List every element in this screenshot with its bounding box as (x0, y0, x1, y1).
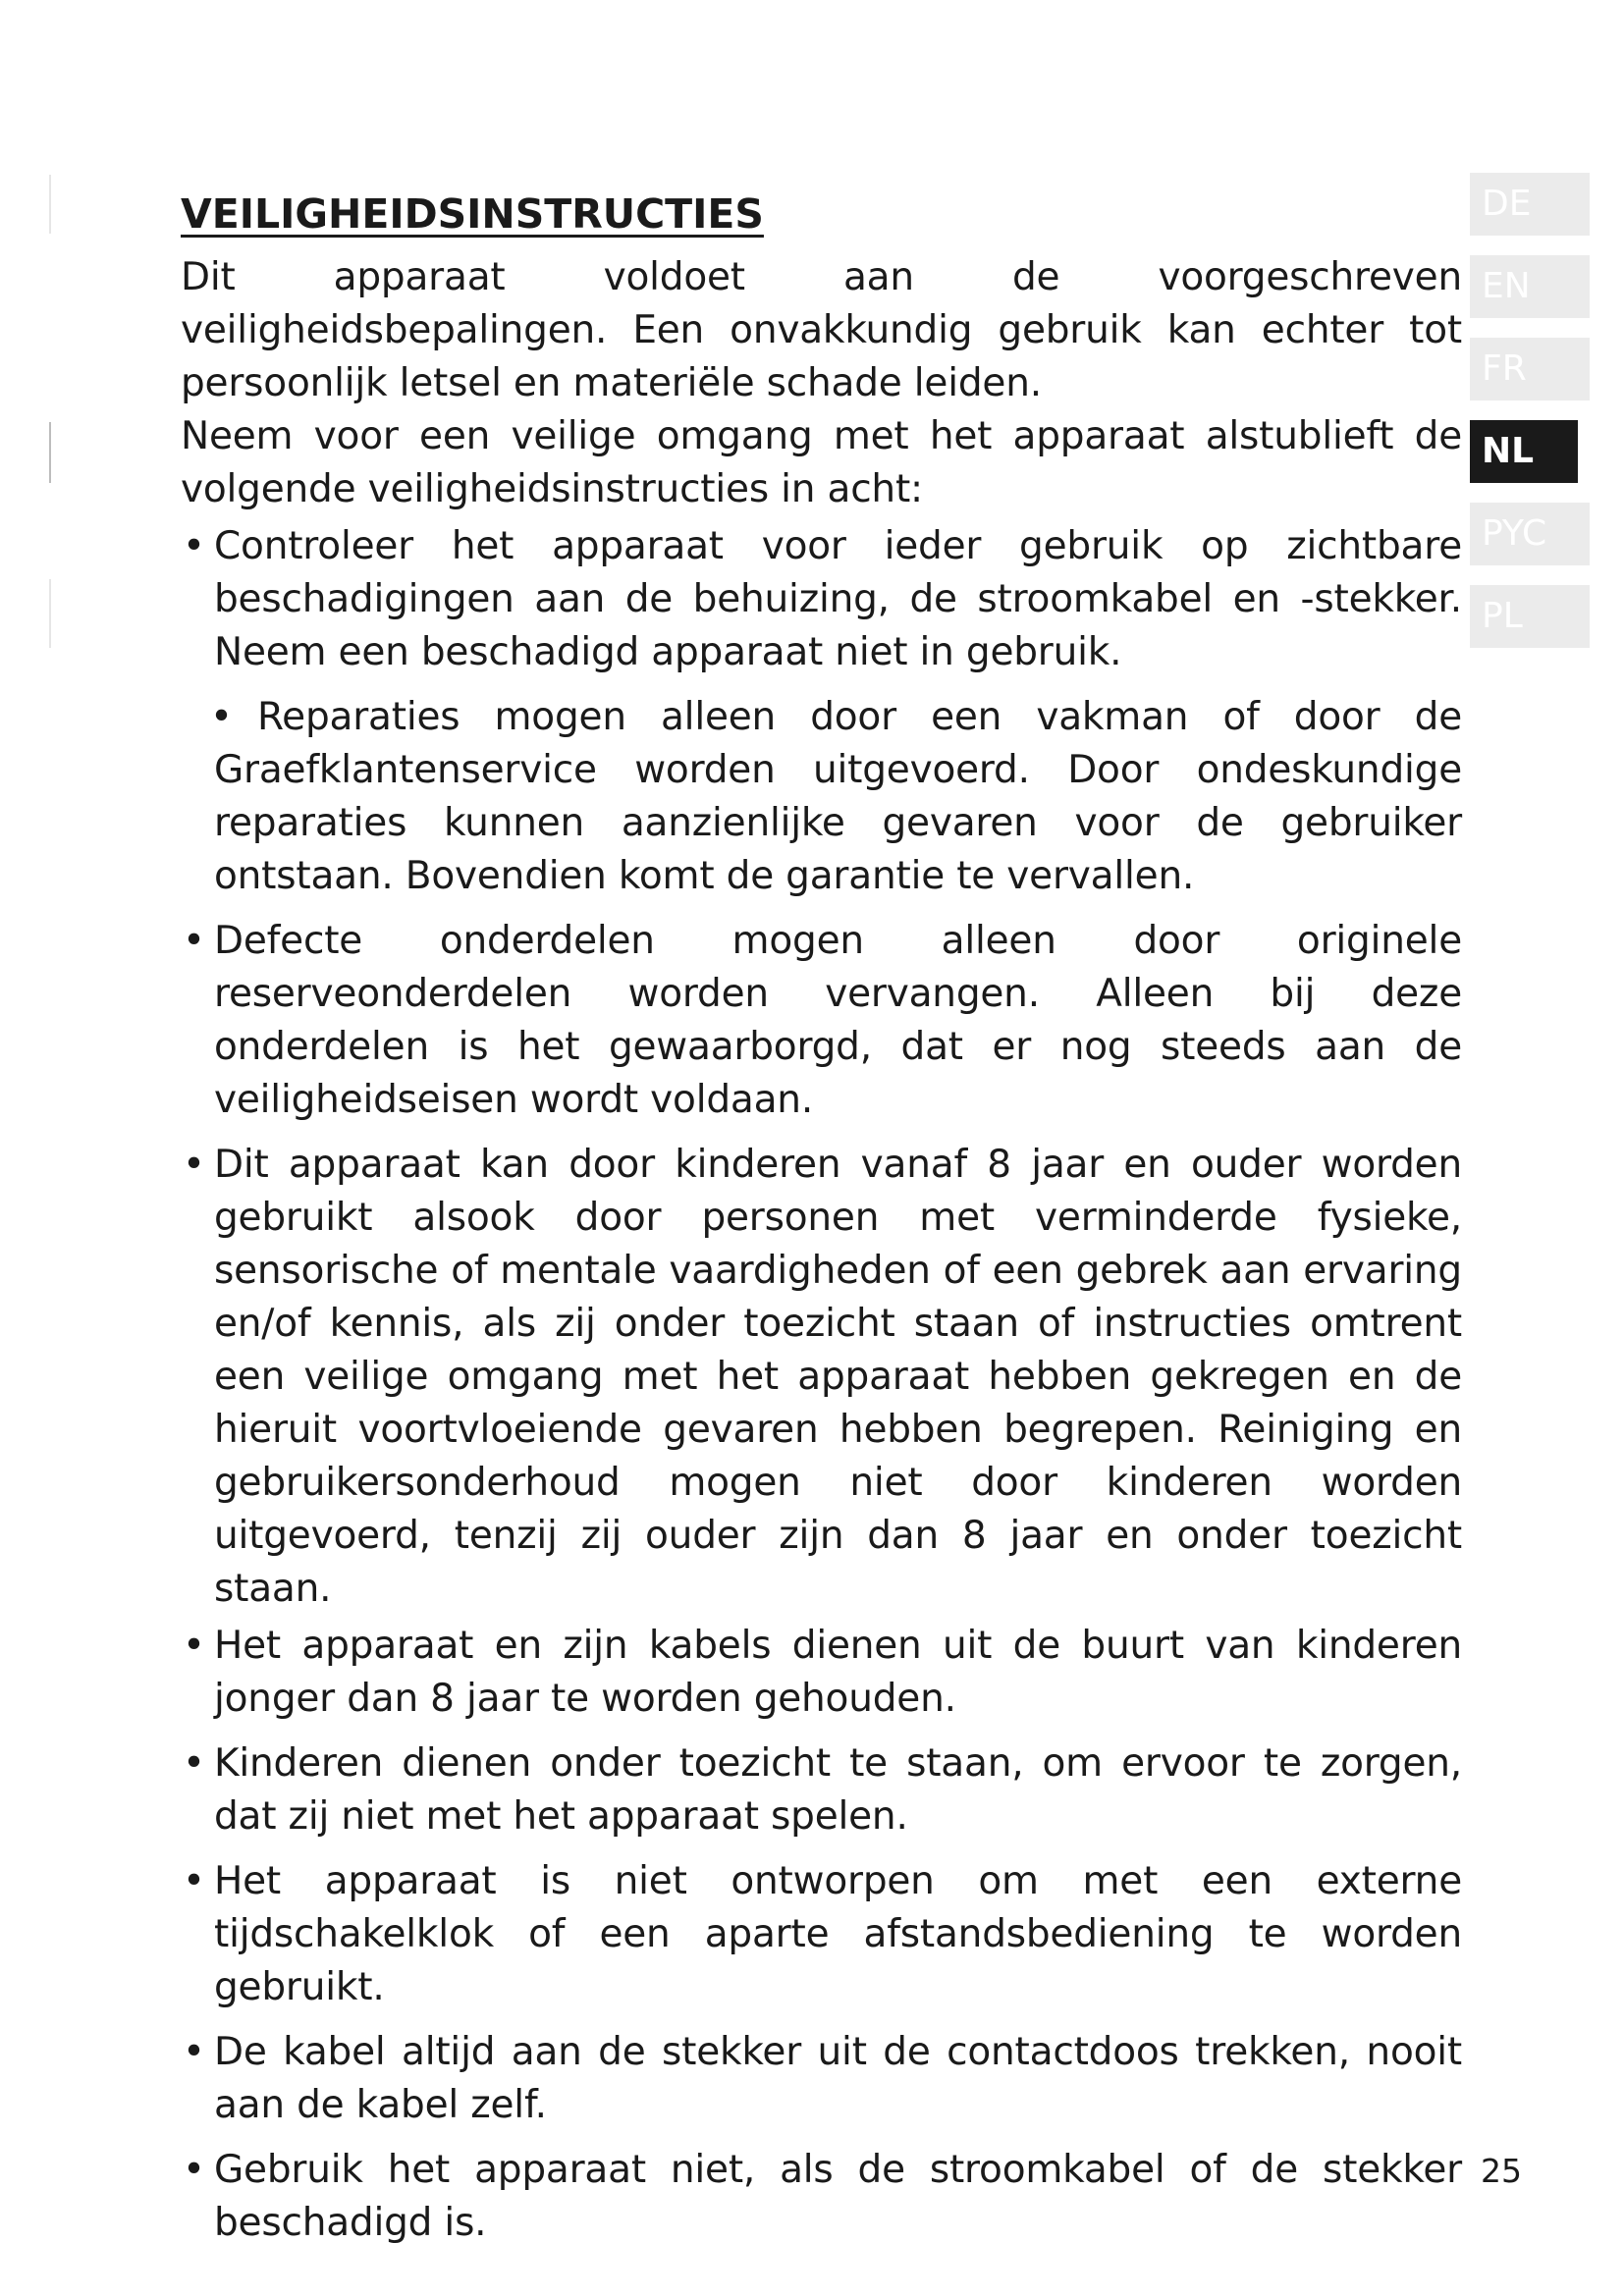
bullet-icon: • (183, 919, 205, 963)
language-tab-pl[interactable]: PL (1470, 585, 1590, 648)
list-item-text: Defecte onderdelen mogen alleen door originele reserveonderdelen worden vervangen. Alleen bij deze onderdelen is het gewaarborgd, dat er nog steeds aan de veiligheidseisen wordt voldaan. (214, 919, 1462, 1122)
list-item (181, 691, 1462, 903)
safety-list (181, 520, 1462, 2250)
safety-instructions-section (181, 188, 1462, 2250)
bullet-icon: • (183, 1624, 205, 1668)
list-item-text: Het apparaat en zijn kabels dienen uit de buurt van kinderen jonger dan 8 jaar te worden gehouden. (214, 1624, 1462, 1721)
language-tab-pyc[interactable]: PYC (1470, 503, 1590, 565)
margin-line-top (49, 175, 51, 234)
page-title: VEILIGHEIDSINSTRUCTIES (181, 190, 764, 238)
bullet-icon: • (183, 2148, 205, 2192)
list-item-text: Controleer het apparaat voor ieder gebruik op zichtbare beschadigingen aan de behuizing, de stroomkabel en -stekker. Neem een beschadigd apparaat niet in gebruik. (214, 524, 1462, 674)
list-item-text: Kinderen dienen onder toezicht te staan, om ervoor te zorgen, dat zij niet met het apparaat spelen. (214, 1741, 1462, 1839)
language-tabs (1470, 173, 1590, 667)
list-item-text: De kabel altijd aan de stekker uit de contactdoos trekken, nooit aan de kabel zelf. (214, 2030, 1462, 2127)
bullet-icon: • (183, 1143, 205, 1187)
list-item-text: Het apparaat is niet ontworpen om met een externe tijdschakelklok of een aparte afstandsbediening te worden gebruikt. (214, 1859, 1462, 2009)
bullet-icon: • (183, 524, 205, 568)
page-number: 25 (1481, 2152, 1522, 2190)
language-tab-de[interactable]: DE (1470, 173, 1590, 236)
intro-paragraph-2: Neem voor een veilige omgang met het apparaat alstublieft de volgende veiligheidsinstructies in acht: (181, 414, 1462, 511)
list-item (181, 520, 1462, 679)
language-tab-en[interactable]: EN (1470, 255, 1590, 318)
list-item (181, 1620, 1462, 1726)
list-item (181, 1855, 1462, 2014)
list-item (181, 915, 1462, 1127)
margin-line-bottom (49, 579, 51, 648)
list-item (181, 2144, 1462, 2250)
intro-paragraph-1: Dit apparaat voldoet aan de voorgeschreven veiligheidsbepalingen. Een onvakkundig gebruik kan echter tot persoonlijk letsel en materiële schade leiden. (181, 255, 1462, 405)
list-item-text: Reparaties mogen alleen door een vakman of door de Graefklantenservice worden uitgevoerd. Door ondeskundige reparaties kunnen aanzienlijke gevaren voor de gebruiker ontstaan. Bovendien komt de garantie te vervallen. (214, 695, 1462, 898)
language-tab-nl-active[interactable]: NL (1470, 420, 1578, 483)
bullet-icon: • (210, 695, 233, 739)
bullet-icon: • (183, 1859, 205, 1903)
list-item-text: Gebruik het apparaat niet, als de stroomkabel of de stekker beschadigd is. (214, 2148, 1462, 2245)
language-tab-fr[interactable]: FR (1470, 338, 1590, 400)
bullet-icon: • (183, 1741, 205, 1786)
bullet-icon: • (183, 2030, 205, 2074)
list-item (181, 2026, 1462, 2132)
list-item-text: Dit apparaat kan door kinderen vanaf 8 jaar en ouder worden gebruikt alsook door personen met verminderde fysieke, sensorische of mentale vaardigheden of een gebrek aan ervaring en/of kennis, als zij onder toezicht staan of instructies omtrent een veilige omgang met het apparaat hebben gekregen en de hieruit voortvloeiende gevaren hebben begrepen. Reiniging en gebruikersonderhoud mogen niet door kinderen worden uitgevoerd, tenzij zij ouder zijn dan 8 jaar en onder toezicht staan. (214, 1143, 1462, 1611)
list-item (181, 1139, 1462, 1616)
margin-line-active (49, 422, 51, 483)
list-item (181, 1737, 1462, 1843)
